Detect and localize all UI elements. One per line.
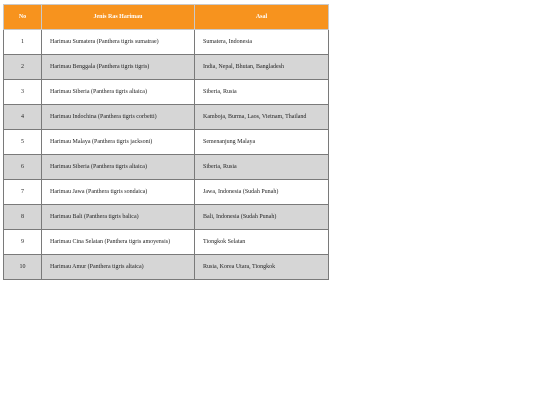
cell-asal: Jawa, Indonesia (Sudah Punah) bbox=[195, 180, 329, 205]
cell-no: 9 bbox=[4, 230, 42, 255]
cell-asal: India, Nepal, Bhutan, Bangladesh bbox=[195, 55, 329, 80]
table-header bbox=[4, 5, 329, 30]
tiger-breeds-table bbox=[3, 4, 329, 280]
cell-no: 3 bbox=[4, 80, 42, 105]
cell-jenis: Harimau Sumatera (Panthera tigris sumatrae) bbox=[42, 30, 195, 55]
header-jenis-ras: Jenis Ras Harimau bbox=[42, 5, 195, 30]
cell-jenis: Harimau Malaya (Panthera tigris jacksoni) bbox=[42, 130, 195, 155]
cell-no: 5 bbox=[4, 130, 42, 155]
table-row bbox=[4, 205, 329, 230]
cell-jenis: Harimau Siberia (Panthera tigris altaica) bbox=[42, 155, 195, 180]
cell-asal: Siberia, Rusia bbox=[195, 80, 329, 105]
table-row bbox=[4, 55, 329, 80]
cell-asal: Siberia, Rusia bbox=[195, 155, 329, 180]
cell-jenis: Harimau Siberia (Panthera tigris altaica) bbox=[42, 80, 195, 105]
cell-jenis: Harimau Bali (Panthera tigris balica) bbox=[42, 205, 195, 230]
cell-no: 4 bbox=[4, 105, 42, 130]
cell-no: 2 bbox=[4, 55, 42, 80]
cell-no: 6 bbox=[4, 155, 42, 180]
cell-jenis: Harimau Benggala (Panthera tigris tigris) bbox=[42, 55, 195, 80]
table-row bbox=[4, 80, 329, 105]
table-row bbox=[4, 30, 329, 55]
cell-asal: Bali, Indonesia (Sudah Punah) bbox=[195, 205, 329, 230]
cell-asal: Kamboja, Burma, Laos, Vietnam, Thailand bbox=[195, 105, 329, 130]
table-row bbox=[4, 130, 329, 155]
header-row bbox=[4, 5, 329, 30]
header-no: No bbox=[4, 5, 42, 30]
table-row bbox=[4, 180, 329, 205]
cell-no: 8 bbox=[4, 205, 42, 230]
cell-jenis: Harimau Cina Selatan (Panthera tigris amoyensis) bbox=[42, 230, 195, 255]
cell-asal: Tiongkok Selatan bbox=[195, 230, 329, 255]
header-asal: Asal bbox=[195, 5, 329, 30]
cell-jenis: Harimau Amur (Panthera tigris altaica) bbox=[42, 255, 195, 280]
table-body bbox=[4, 30, 329, 280]
cell-jenis: Harimau Jawa (Panthera tigris sondaica) bbox=[42, 180, 195, 205]
table-row bbox=[4, 155, 329, 180]
cell-no: 1 bbox=[4, 30, 42, 55]
table-row bbox=[4, 230, 329, 255]
cell-no: 7 bbox=[4, 180, 42, 205]
cell-jenis: Harimau Indochina (Panthera tigris corbetti) bbox=[42, 105, 195, 130]
cell-asal: Rusia, Korea Utara, Tiongkok bbox=[195, 255, 329, 280]
table-row bbox=[4, 255, 329, 280]
cell-asal: Sumatera, Indonesia bbox=[195, 30, 329, 55]
cell-asal: Semenanjung Malaya bbox=[195, 130, 329, 155]
table-row bbox=[4, 105, 329, 130]
cell-no: 10 bbox=[4, 255, 42, 280]
